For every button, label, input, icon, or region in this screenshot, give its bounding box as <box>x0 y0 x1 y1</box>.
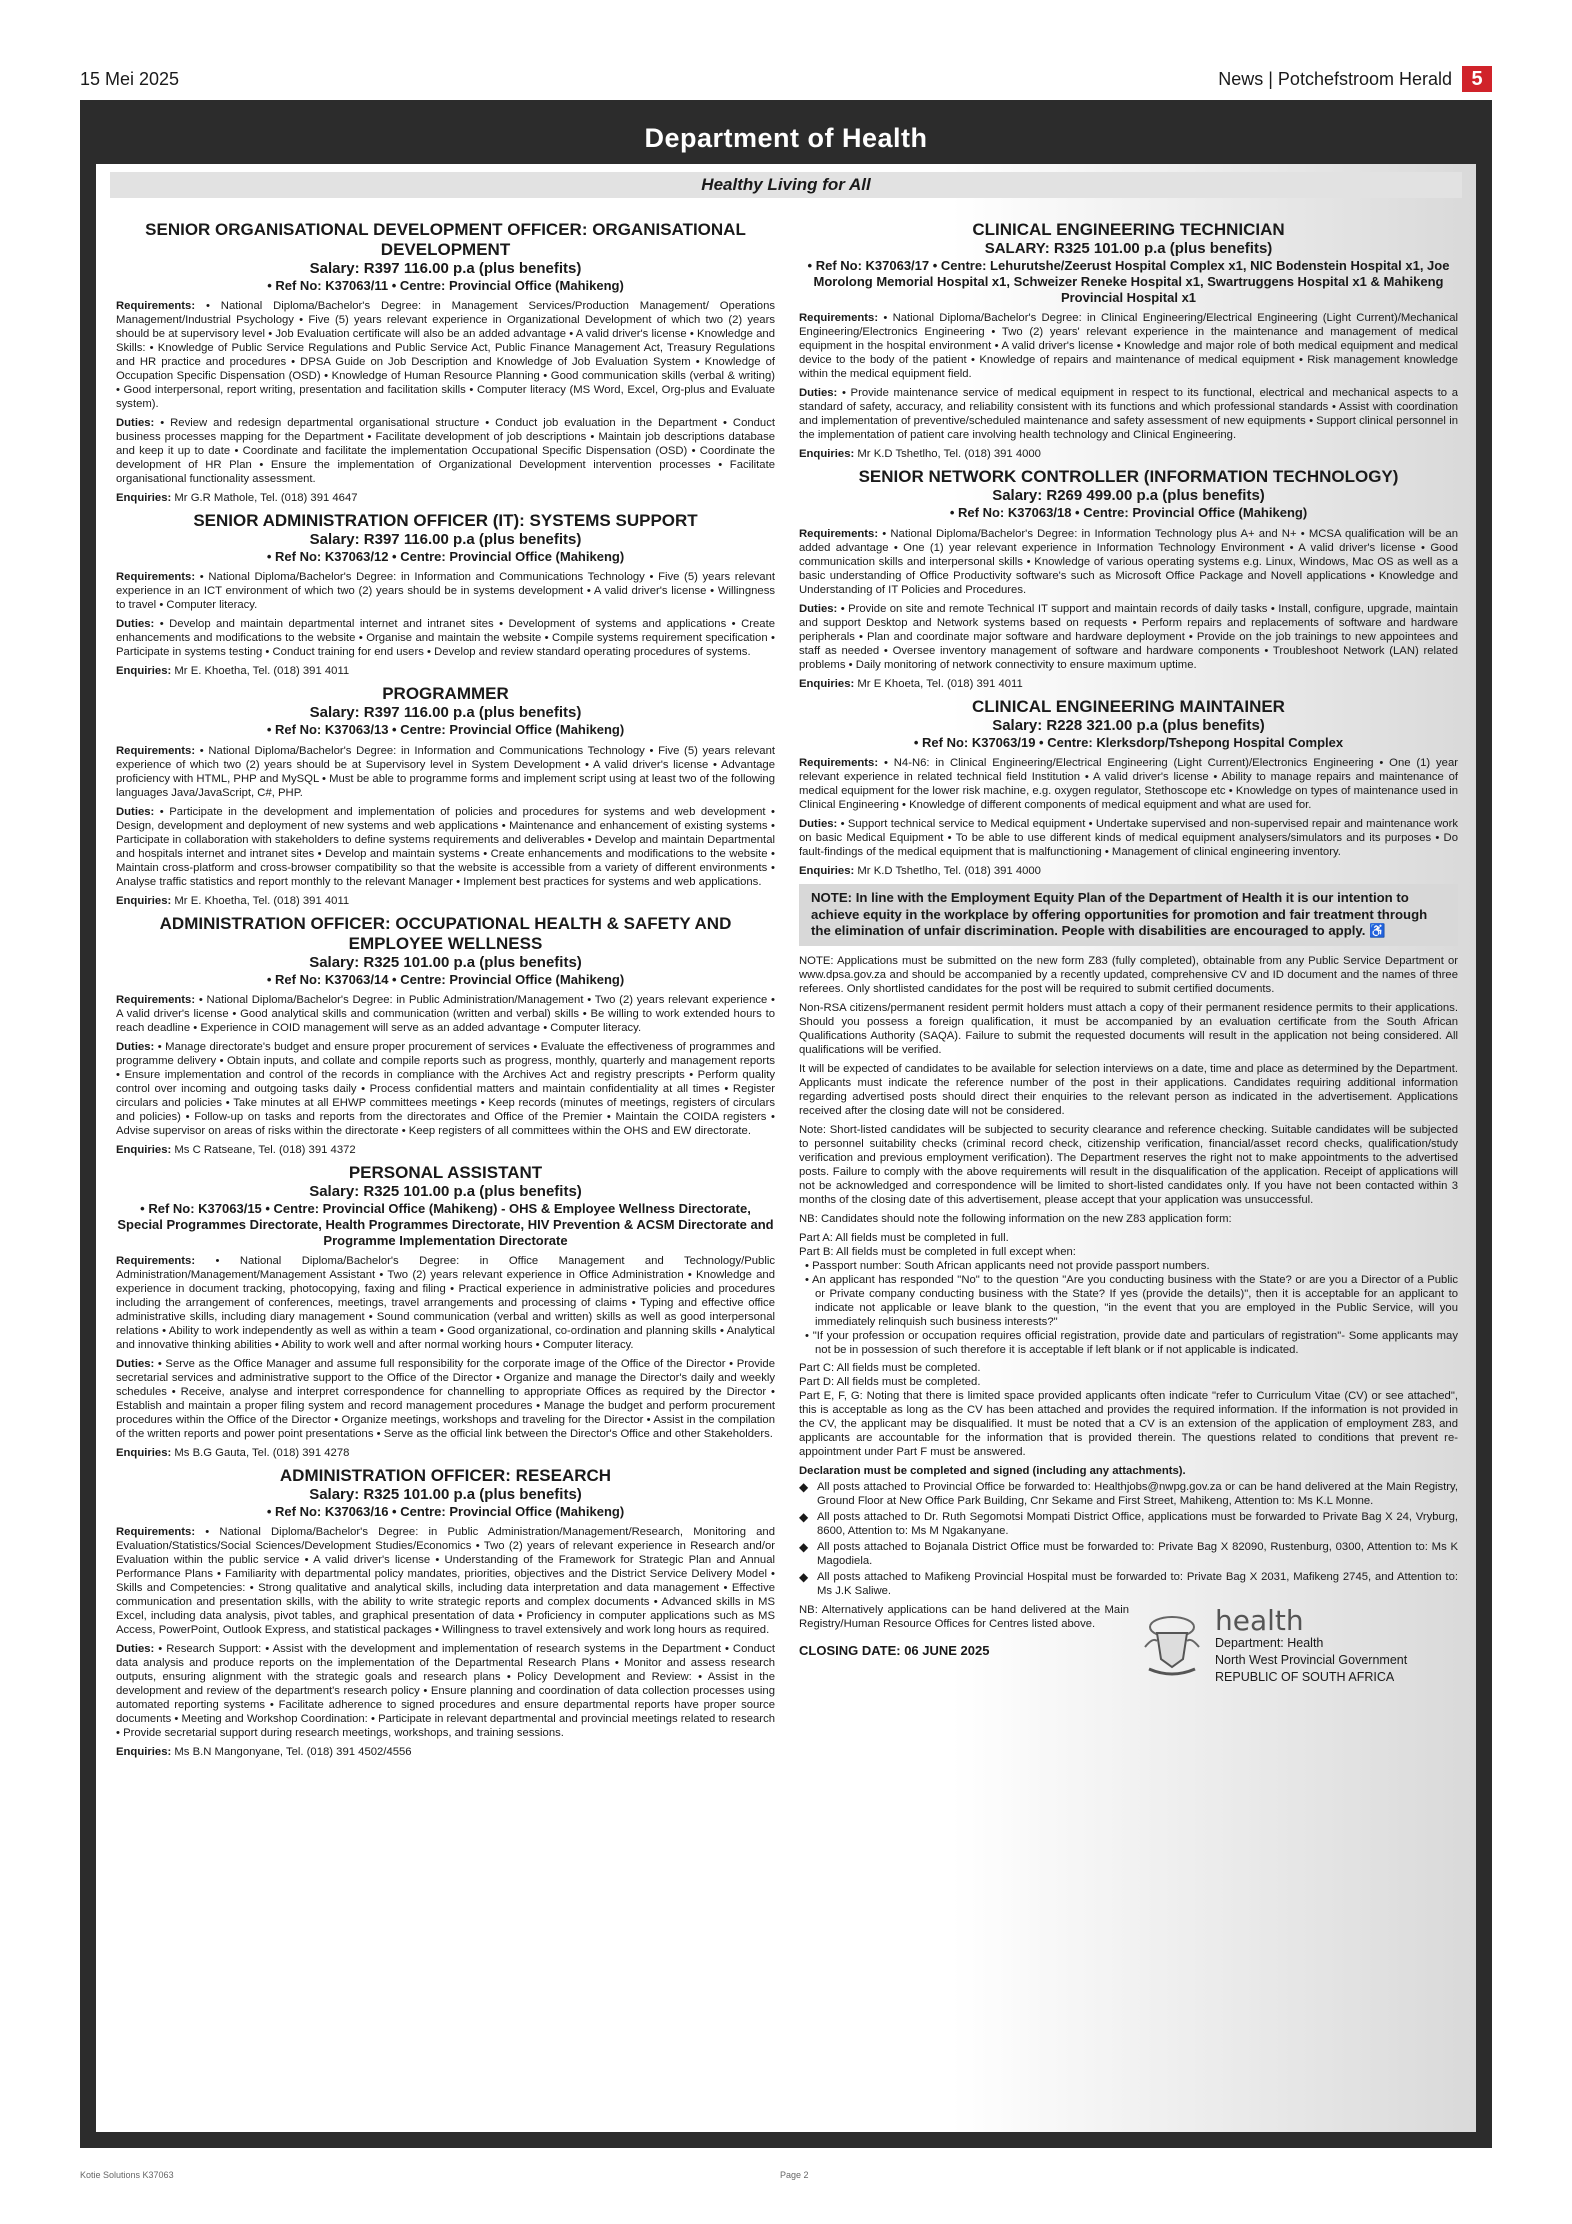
job-requirements: Requirements: • National Diploma/Bachelor's Degree: in Information Technology plus A+ and N+ • MCSA qualification will be an added advantage • One (1) year relevant experience in Information Technology Environment • A valid driver's license • Good communication skills and interpersonal skills • Knowledge of various operating systems e.g. Linux, Windows, Mac OS as well as a basic understanding of Office Productivity software's such as Microsoft Office Package and Novell applications • Knowledge and Understanding of IT Policies and Procedures. <box>799 527 1458 596</box>
job-enquiries: Enquiries: Mr E. Khoetha, Tel. (018) 391 4011 <box>116 665 350 678</box>
job-title: SENIOR NETWORK CONTROLLER (INFORMATION TECHNOLOGY) <box>858 467 1399 487</box>
job-salary: Salary: R397 116.00 p.a (plus benefits) <box>309 260 582 278</box>
job-post <box>116 220 775 505</box>
left-column <box>116 214 775 2116</box>
job-salary: Salary: R397 116.00 p.a (plus benefits) <box>309 531 582 549</box>
job-requirements: Requirements: • National Diploma/Bachelor's Degree: in Public Administration/Management/Research, Monitoring and Evaluation/Statistics/Social Sciences/Development Studies/Economics • Two (2) years of relevant experience in Research and/or Evaluation within the public service • A valid driver's license • Understanding of the Framework for Strategic Plan and Annual Performance Plans • Familiarity with departmental policy mandates, priorities, objectives and the District Service Delivery Model • Skills and Competencies: • Strong qualitative and analytical skills, including data interpretation and data management • Effective communication and presentation skills, with the ability to write strategic reports and complex documents • Advanced skills in MS Excel, including data analysis, pivot tables, and graphical presentation of data • Proficiency in computer applications such as MS Access, PowerPoint, Outlook Express, and statistical packages • Willingness to travel extensively and work long hours as required. <box>116 1526 775 1637</box>
equity-note: NOTE: In line with the Employment Equity Plan of the Department of Health it is our intention to achieve equity in the workplace by offering opportunities for promotion and fair treatment through the elimination of unfair discrimination. People with disabilities are encouraged to apply. ♿ <box>799 884 1458 947</box>
job-duties: Duties: • Participate in the development and implementation of policies and procedures for systems and web development • Design, development and deployment of new systems and web applications • Maintenance and enhancement of existing systems • Participate in collaboration with stakeholders to define systems requirements and deliverables • Develop and maintain Departmental and hospitals internet and intranet sites • Develop and maintain systems • Create enhancements and modifications to the website • Maintain cross-platform and cross-browser compatibility so that the website is accessible from a variety of different environments • Analyse traffic statistics and report monthly to the relevant Manager • Implement best practices for systems and web applications. <box>116 805 775 888</box>
page-header <box>80 66 1492 92</box>
list-item: • Passport number: South African applicants need not provide passport numbers. <box>805 1260 1210 1273</box>
advert-title: Department of Health <box>644 122 928 153</box>
job-title: CLINICAL ENGINEERING MAINTAINER <box>972 696 1285 716</box>
diamond-bullet-icon: ◆ <box>799 1480 809 1495</box>
job-requirements: Requirements: • National Diploma/Bachelor's Degree: in Information and Communications Technology • Five (5) years relevant experience in an ICT environment of which two (2) years should be in systems development • A valid driver's license • Willingness to travel • Computer literacy. <box>116 571 775 612</box>
job-salary: SALARY: R325 101.00 p.a (plus benefits) <box>984 240 1273 258</box>
job-enquiries: Enquiries: Ms B.G Gauta, Tel. (018) 391 4278 <box>116 1447 350 1460</box>
job-requirements: Requirements: • National Diploma/Bachelor's Degree: in Office Management and Technology/Public Administration/Management/Management Assistant • Two (2) years relevant experience in Office Administration • Knowledge and experience in document tracking, photocopying, faxing and filing • Practical experience in administrative policies and procedures including the arrangement of conferences, meetings, travel arrangements and processing of claims • Typing and effective office administrative skills, including diary management • Sound communication (verbal and written) skills as well as good interpersonal relations • Ability to work independently as well as within a team • Good organizational, co-ordination and planning skills • Analytical and innovative thinking abilities • Ability to work well and after normal working hours • Computer literacy. <box>116 1255 775 1352</box>
job-title: PERSONAL ASSISTANT <box>348 1162 543 1182</box>
right-column <box>799 214 1458 2116</box>
notice-paragraph: NOTE: Applications must be submitted on the new form Z83 (fully completed), obtainable from any Public Service Department or www.dpsa.gov.za and should be accompanied by a recently updated, comprehensive CV and ID document and the names of three referees. Only shortlisted candidates for the post will be required to submit certified documents. <box>799 955 1458 996</box>
section-name: News | Potchefstroom Herald <box>1218 68 1452 89</box>
list-item: ◆ All posts attached to Mafikeng Provincial Hospital must be forwarded to: Private Bag X 2031, Mafikeng 2745, and Attention to: Ms J.K Saliwe. <box>799 1570 1458 1598</box>
job-salary: Salary: R325 101.00 p.a (plus benefits) <box>309 1182 582 1200</box>
job-salary: Salary: R397 116.00 p.a (plus benefits) <box>309 704 582 722</box>
job-duties: Duties: • Research Support: • Assist with the development and implementation of research systems in the Department • Conduct data analysis and produce reports on the implementation of the Departmental Research Plans • Monitor and assess research outputs, ensuring alignment with the strategic goals and research plans • Policy Development and Review: • Assist in the development and review of the department's research policy • Ensure planning and coordination of data collection processes using automated reporting systems • Facilitate adherence to signed procedures and ensure departmental reports have proper source documents • Meeting and Workshop Coordination: • Participate in relevant departmental and provincial meetings related to research • Provide secretarial support during research meetings, workshops, and training sessions. <box>116 1643 775 1740</box>
logo-line: Department: Health <box>1215 1636 1324 1651</box>
job-post <box>116 914 775 1157</box>
list-item: ◆ All posts attached to Bojanala District Office must be forwarded to: Private Bag X 82090, Rustenburg, 0300, Attention to: Ms K Magodiela. <box>799 1540 1458 1568</box>
job-ref: • Ref No: K37063/17 • Centre: Lehurutshe/Zeerust Hospital Complex x1, NIC Bodenstein Hospital x1, Joe Morolong Memorial Hospital x1, Schweizer Reneke Hospital x1, Swartruggens Hospital x1 & Mahikeng Provincial Hospital x1 <box>807 258 1450 306</box>
job-enquiries: Enquiries: Mr K.D Tshetlho, Tel. (018) 391 4000 <box>799 448 1041 461</box>
list-item: • "If your profession or occupation requires official registration, provide date and particulars of registration"- Some applicants may not be in possession of such therefore it is acceptable if left blank or if not applicable is indicated. <box>805 1330 1458 1357</box>
declaration-note: Declaration must be completed and signed (including any attachments). <box>799 1465 1186 1478</box>
logo-wordmark: health <box>1215 1604 1304 1638</box>
notice-paragraph: Non-RSA citizens/permanent resident permit holders must attach a copy of their permanent residence permits to their applications. Should you possess a foreign qualification, it must be accompanied by an evaluation certificate from the South African Qualifications Authority (SAQA). Failure to submit the requested documents will result in the application not being considered. All qualifications will be verified. <box>799 1002 1458 1057</box>
job-duties: Duties: • Serve as the Office Manager and assume full responsibility for the corporate image of the Office of the Director • Provide secretarial services and administrative support to the Office of the Director • Organize and manage the Director's daily and weekly schedules • Receive, analyse and interpret correspondence for channelling to appropriate Offices as required by the Director • Establish and maintain a proper filing system and record management procedures • Manage the budget and perform procurement procedures within the Office of the Director • Organize meetings, workshops and traveling for the Director • Assist in the compilation of the written reports and power point presentations • Serve as the official link between the Director's Office and other Stakeholders. <box>116 1358 775 1441</box>
job-salary: Salary: R325 101.00 p.a (plus benefits) <box>309 953 582 971</box>
tagline: Healthy Living for All <box>110 172 1462 198</box>
job-title: ADMINISTRATION OFFICER: OCCUPATIONAL HEALTH & SAFETY AND EMPLOYEE WELLNESS <box>159 913 732 953</box>
job-ref: • Ref No: K37063/14 • Centre: Provincial Office (Mahikeng) <box>266 971 625 987</box>
part-b-list <box>805 1259 1458 1357</box>
job-duties: Duties: • Provide maintenance service of medical equipment in respect to its functional, electrical and mechanical aspects to a standard of safety, accuracy, and reliability consistent with its functions and which professional standards • Assist with coordination and implementation of preventive/scheduled maintenance and safety assessment of new equipments • Support clinical personnel in the implementation of patient care involving health technology and Clinical Engineering. <box>799 387 1458 442</box>
job-post <box>799 467 1458 690</box>
job-title: SENIOR ORGANISATIONAL DEVELOPMENT OFFICER: ORGANISATIONAL DEVELOPMENT <box>145 220 746 260</box>
job-duties: Duties: • Review and redesign departmental organisational structure • Conduct job evaluation in the Department • Conduct business processes mapping for the Department • Facilitate development of job descriptions • Maintain job descriptions database and keep it up to date • Coordinate and facilitate the implementation Occupational Specific Dispensation (OSD) • Coordinate the development of HR Plan • Ensure the implementation of Organizational Development intervention processes • Facilitate organisational functionality assessment. <box>116 417 775 486</box>
job-enquiries: Enquiries: Mr G.R Mathole, Tel. (018) 391 4647 <box>116 492 358 505</box>
coat-of-arms-icon <box>1139 1607 1205 1679</box>
job-ref: • Ref No: K37063/15 • Centre: Provincial Office (Mahikeng) - OHS & Employee Wellness Directorate, Special Programmes Directorate, Health Programmes Directorate, HIV Prevention & ACSM Directorate and Programme Implementation Directorate <box>117 1200 774 1248</box>
job-post <box>116 1163 775 1460</box>
job-title: SENIOR ADMINISTRATION OFFICER (IT): SYSTEMS SUPPORT <box>193 511 698 531</box>
job-requirements: Requirements: • National Diploma/Bachelor's Degree: in Clinical Engineering/Electrical Engineering (Light Current)/Mechanical Engineering/Electronics Engineering • Two (2) years' relevant experience in the maintenance and management of medical equipment in the hospital environment • A valid driver's license • Knowledge and major role of both medical equipment and medical device to the body of the patient • Knowledge of repairs and maintenance of medical equipment • Risk management knowledge within the medical equipment field. <box>799 312 1458 381</box>
job-salary: Salary: R325 101.00 p.a (plus benefits) <box>309 1486 582 1504</box>
job-enquiries: Enquiries: Ms C Ratseane, Tel. (018) 391 4372 <box>116 1143 356 1156</box>
job-ref: • Ref No: K37063/18 • Centre: Provincial Office (Mahikeng) <box>949 505 1308 521</box>
advert-body <box>96 164 1476 2132</box>
submission-list <box>799 1480 1458 1598</box>
job-salary: Salary: R269 499.00 p.a (plus benefits) <box>992 487 1265 505</box>
job-enquiries: Enquiries: Mr K.D Tshetlho, Tel. (018) 391 4000 <box>799 864 1041 877</box>
job-enquiries: Enquiries: Mr E Khoeta, Tel. (018) 391 4011 <box>799 677 1023 690</box>
job-post <box>116 1466 775 1759</box>
job-ref: • Ref No: K37063/12 • Centre: Provincial Office (Mahikeng) <box>266 549 625 565</box>
job-requirements: Requirements: • National Diploma/Bachelor's Degree: in Information and Communications Technology • Five (5) years relevant experience of which two (2) years should be at Supervisory level in System Development • A valid driver's license • Advantage proficiency with HTML, PHP and MySQL • Must be able to programme forms and implement script using at least two of the following languages Java/JavaScript, C#, PHP. <box>116 744 775 799</box>
job-salary: Salary: R228 321.00 p.a (plus benefits) <box>992 716 1265 734</box>
closing-date: CLOSING DATE: 06 JUNE 2025 <box>799 1643 990 1659</box>
job-ref: • Ref No: K37063/16 • Centre: Provincial Office (Mahikeng) <box>266 1504 625 1520</box>
notice-paragraph: NB: Candidates should note the following information on the new Z83 application form: <box>799 1213 1232 1226</box>
job-requirements: Requirements: • N4-N6: in Clinical Engineering/Electrical Engineering (Light Current)/Electronics Engineering • One (1) year relevant experience in related technical field Institution • A valid driver's license • Ability to manage repairs and maintenance of medical equipment for the lower risk machine, e.g. oxygen regulator, Stethoscope etc • Knowledge on types of maintenance used in Clinical Engineering • Knowledge of different components of medical equipment and what are used for. <box>799 756 1458 811</box>
diamond-bullet-icon: ◆ <box>799 1570 809 1585</box>
job-title: PROGRAMMER <box>382 684 509 704</box>
list-item: • An applicant has responded "No" to the question "Are you conducting business with the State? or are you a Director of a Public or Private company conducting business with the State? If yes (provide the details)", then it is acceptable for an applicant to indicate not applicable or leave blank to the question, "in the event that you are employed in the Public Service, will you immediately relinquish such business interests?" <box>805 1274 1458 1329</box>
job-requirements: Requirements: • National Diploma/Bachelor's Degree: in Management Services/Production Management/ Operations Management/Industrial Psychology • Five (5) years relevant experience in Organizational Development of which two (2) years should be at supervisory level • Job Evaluation certificate will also be an added advantage • A valid driver's license • Knowledge and Skills: • Knowledge of Public Service Regulations and Public Service Act, Public Finance Management Act, Treasury Regulations and HR practice and procedures • DPSA Guide on Job Description and Knowledge of Job Evaluation System • Knowledge of Occupation Specific Dispensation (OSD) • Knowledge of Human Resource Planning • Good communication skills (verbal & writing) • Good interpersonal, report writing, presentation and facilitation skills • Computer literacy (MS Word, Excel, Org-plus and Evaluate system). <box>116 300 775 411</box>
list-item: ◆ All posts attached to Dr. Ruth Segomotsi Mompati District Office, applications must be forwarded to Private Bag X 24, Vryburg, 8600, Attention to: Ms M Ngakanyane. <box>799 1510 1458 1538</box>
diamond-bullet-icon: ◆ <box>799 1540 809 1555</box>
job-ref: • Ref No: K37063/11 • Centre: Provincial Office (Mahikeng) <box>267 278 624 294</box>
z83-part-d: Part D: All fields must be completed. <box>799 1376 981 1389</box>
footer-left: Kotie Solutions K37063 <box>80 2170 174 2180</box>
z83-part-b: Part B: All fields must be completed in full except when: <box>799 1246 1076 1259</box>
footer-page: Page 2 <box>780 2170 809 2180</box>
list-item: ◆ All posts attached to Provincial Office be forwarded to: Healthjobs@nwpg.gov.za or can be hand delivered at the Main Registry, Ground Floor at New Office Park Building, Cnr Sekame and First Street, Mahikeng, Attention to: Ms K.L Monne. <box>799 1480 1458 1508</box>
job-duties: Duties: • Support technical service to Medical equipment • Undertake supervised and non-supervised repair and maintenance work on basic Medical Equipment • To be able to use different kinds of medical equipment analysers/simulators and its purposes • Do fault-findings of the medical equipment that is malfunctioning • Management of clinical engineering inventory. <box>799 817 1458 858</box>
job-enquiries: Enquiries: Mr E. Khoetha, Tel. (018) 391 4011 <box>116 894 350 907</box>
z83-part-efg: Part E, F, G: Noting that there is limited space provided applicants often indicate "refer to Curriculum Vitae (CV) or see attached", this is acceptable as long as the CV has been attached and provides the required information. If the information is not provided in the CV, the applicant may be disqualified. It must be noted that a CV is an extension of the application of employment Z83, and applicants are accountable for the information that is provided therein. The questions related to conditions that prevent re-appointment under Part F must be answered. <box>799 1390 1458 1459</box>
advert-frame <box>80 100 1492 2148</box>
page-number: 5 <box>1462 66 1492 92</box>
diamond-bullet-icon: ◆ <box>799 1510 809 1525</box>
z83-part-c: Part C: All fields must be completed. <box>799 1362 981 1375</box>
page-footer <box>80 2170 1492 2180</box>
job-ref: • Ref No: K37063/13 • Centre: Provincial Office (Mahikeng) <box>266 722 625 738</box>
logo-line: REPUBLIC OF SOUTH AFRICA <box>1215 1670 1395 1685</box>
notice-paragraph: Note: Short-listed candidates will be subjected to security clearance and reference checking. Suitable candidates will be subjected to personnel suitability checks (criminal record check, citizenship verification, financial/asset record checks, qualification/study verification and previous employment verification). The Department reserves the right not to make appointments to the advertised posts. Failure to comply with the above requirements will result in the disqualification of the application. Receipt of applications will not be acknowledged and correspondence will be limited to short-listed candidates only. If you have not been contacted within 3 months of the closing date of this advertisement, please accept that your application was unsuccessful. <box>799 1124 1458 1207</box>
job-requirements: Requirements: • National Diploma/Bachelor's Degree: in Public Administration/Management • Two (2) years relevant experience • A valid driver's license • Good analytical skills and communication (written and verbal) skills • Be willing to work extended hours to reach deadline • Experience in COID management will serve as an added advantage • Computer literacy. <box>116 993 775 1034</box>
job-post <box>116 684 775 907</box>
job-duties: Duties: • Manage directorate's budget and ensure proper procurement of services • Evaluate the effectiveness of programmes and programme delivery • Obtain inputs, and collate and compile reports such as progress, monthly, quarterly and management reports • Ensure implementation and control of the records in compliance with the Archives Act and registry prescripts • Perform quality control over incoming and outgoing tasks daily • Process confidential matters and maintain confidentiality at all times • Register circulars and policies • Take minutes at all EHWP committees meetings • Keep records (minutes of meetings, registers of circulars and policies) • Follow-up on tasks and reports from the directorates and Office of the Premier • Maintain the COIDA registers • Advise supervisor on areas of risks within the directorate • Keep registers of all committees within the OHS and EW directorate. <box>116 1040 775 1137</box>
z83-part-a: Part A: All fields must be completed in full. <box>799 1232 1009 1245</box>
job-post <box>116 511 775 678</box>
job-duties: Duties: • Develop and maintain departmental internet and intranet sites • Development of systems and applications • Create enhancements and modifications to the website • Organise and maintain the website • Compile systems requirement specification • Participate in systems testing • Conduct training for end users • Develop and review standard operating procedures of systems. <box>116 618 775 659</box>
notice-paragraph: It will be expected of candidates to be available for selection interviews on a date, time and place as determined by the Department. Applicants must indicate the reference number of the post in their applications. Candidates requiring additional information regarding advertised posts should direct their enquiries to the relevant person as indicated in the advertisement. Applications received after the closing date will not be considered. <box>799 1063 1458 1118</box>
job-title: CLINICAL ENGINEERING TECHNICIAN <box>972 220 1285 239</box>
hand-delivery-note: NB: Alternatively applications can be hand delivered at the Main Registry/Human Resource Offices for Centres listed above. <box>799 1604 1129 1631</box>
department-logo <box>1139 1604 1458 1686</box>
job-post <box>799 697 1458 878</box>
job-duties: Duties: • Provide on site and remote Technical IT support and maintain records of daily tasks • Install, configure, upgrade, maintain and support Desktop and Network systems based on requests • Perform repairs and replacements of software and hardware peripherals • Plan and coordinate major software and hardware deployment • Provide on the job trainings to new appointees and staff as needed • Oversee inventory management of software and hardware components • Troubleshoot Network (LAN) related problems • Daily monitoring of network connectivity to ensure maximum uptime. <box>799 602 1458 671</box>
job-enquiries: Enquiries: Ms B.N Mangonyane, Tel. (018) 391 4502/4556 <box>116 1746 412 1759</box>
job-title: ADMINISTRATION OFFICER: RESEARCH <box>279 1466 612 1486</box>
logo-line: North West Provincial Government <box>1215 1653 1408 1668</box>
issue-date: 15 Mei 2025 <box>80 68 180 89</box>
job-post <box>799 220 1458 461</box>
job-ref: • Ref No: K37063/19 • Centre: Klerksdorp/Tshepong Hospital Complex <box>913 734 1344 750</box>
